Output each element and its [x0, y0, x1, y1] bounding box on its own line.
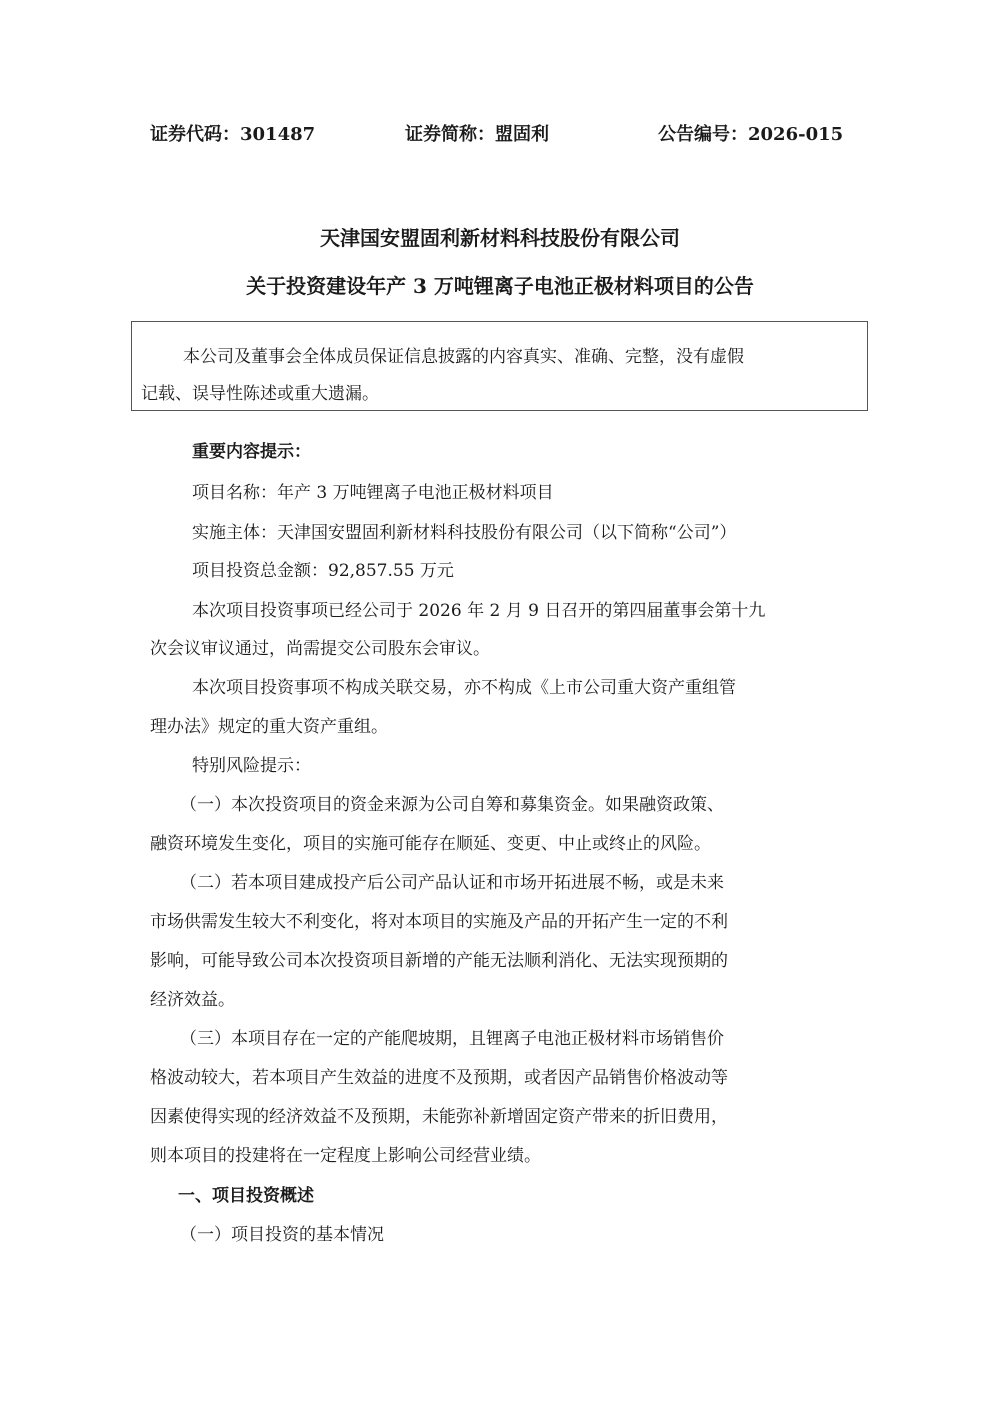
announcement-title: 关于投资建设年产 3 万吨锂离子电池正极材料项目的公告: [246, 274, 754, 298]
risk-3-line-1: （三）本项目存在一定的产能爬坡期，且锂离子电池正极材料市场销售价: [180, 1029, 724, 1049]
section-1-subheading: （一）项目投资的基本情况: [180, 1225, 384, 1245]
risk-2-line-4: 经济效益。: [150, 990, 235, 1010]
approval-line-1: 本次项目投资事项已经公司于 2026 年 2 月 9 日召开的第四届董事会第十九: [192, 601, 766, 621]
disclosure-line-2: 记载、误导性陈述或重大遗漏。: [141, 384, 379, 404]
risk-2-line-2: 市场供需发生较大不利变化，将对本项目的实施及产品的开拓产生一定的不利: [150, 912, 728, 932]
risk-1-line-1: （一）本次投资项目的资金来源为公司自筹和募集资金。如果融资政策、: [180, 795, 724, 815]
document-header: [150, 120, 844, 150]
risk-heading: 特别风险提示：: [192, 756, 311, 776]
risk-1-line-2: 融资环境发生变化，项目的实施可能存在顺延、变更、中止或终止的风险。: [150, 834, 711, 854]
risk-3-line-3: 因素使得实现的经济效益不及预期，未能弥补新增固定资产带来的折旧费用，: [150, 1107, 728, 1127]
section-1-heading: 一、项目投资概述: [178, 1186, 314, 1206]
total-investment: 项目投资总金额：92,857.55 万元: [192, 561, 454, 581]
approval-line-2: 次会议审议通过，尚需提交公司股东会审议。: [150, 639, 490, 659]
project-name: 项目名称：年产 3 万吨锂离子电池正极材料项目: [192, 483, 554, 503]
implementer: 实施主体：天津国安盟固利新材料科技股份有限公司（以下简称“公司”）: [192, 523, 737, 543]
related-line-2: 理办法》规定的重大资产重组。: [150, 717, 388, 737]
risk-2-line-3: 影响，可能导致公司本次投资项目新增的产能无法顺利消化、无法实现预期的: [150, 951, 728, 971]
key-points-heading: 重要内容提示：: [192, 442, 311, 462]
disclosure-statement-box: [131, 321, 868, 411]
security-code: 证券代码：301487: [150, 124, 316, 145]
risk-2-line-1: （二）若本项目建成投产后公司产品认证和市场开拓进展不畅，或是未来: [180, 873, 724, 893]
announcement-number: 公告编号：2026-015: [658, 124, 844, 145]
risk-3-line-4: 则本项目的投建将在一定程度上影响公司经营业绩。: [150, 1146, 541, 1166]
disclosure-line-1: 本公司及董事会全体成员保证信息披露的内容真实、准确、完整，没有虚假: [183, 347, 744, 367]
related-line-1: 本次项目投资事项不构成关联交易，亦不构成《上市公司重大资产重组管: [192, 678, 736, 698]
risk-3-line-2: 格波动较大，若本项目产生效益的进度不及预期，或者因产品销售价格波动等: [150, 1068, 728, 1088]
security-abbreviation: 证券简称：盟固利: [405, 124, 549, 145]
company-title: 天津国安盟固利新材料科技股份有限公司: [320, 226, 680, 250]
